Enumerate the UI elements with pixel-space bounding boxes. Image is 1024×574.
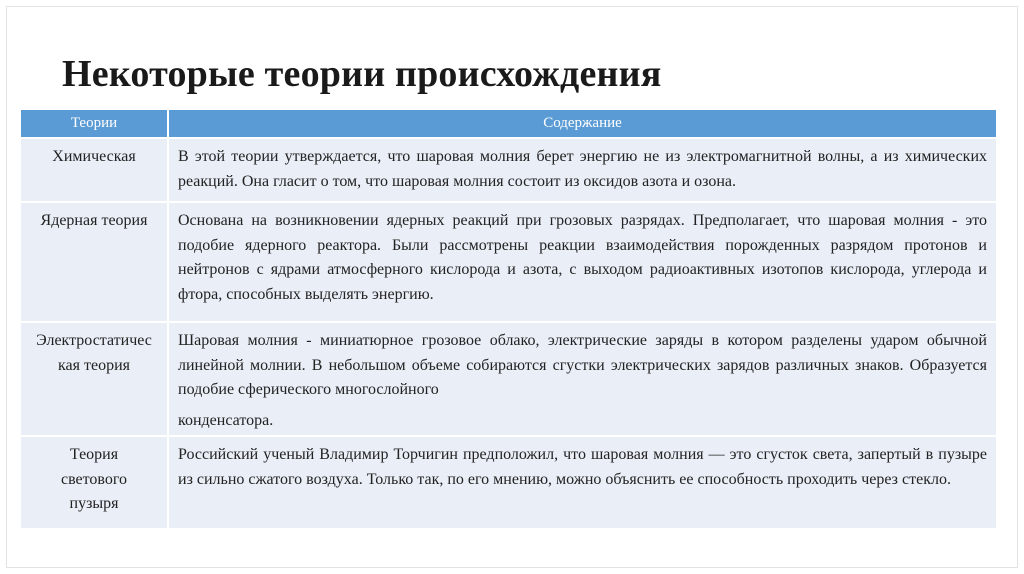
- theory-content: Российский ученый Владимир Торчигин предположил, что шаровая молния — это сгусток света, запертый в пузыре из сильно сжатого воздуха. Только так, по его мнению, можно объяснить ее способность проходить через стекло.: [168, 436, 996, 528]
- theory-content: [168, 322, 996, 436]
- theory-name-text: Электростатическая теория: [36, 332, 152, 374]
- theory-content-text: Шаровая молния - миниатюрное грозовое облако, электрические заряды в котором разделены ударом обычной линейной молнии. В небольшом объеме собираются сгустки электрических зарядов различных знаков. Образуется подобие сферического многослойного: [178, 332, 987, 398]
- theory-name: [21, 436, 168, 528]
- theories-table: [21, 110, 996, 528]
- theory-name: Ядерная теория: [21, 202, 168, 322]
- theory-content: Основана на возникновении ядерных реакций при грозовых разрядах. Предполагает, что шаровая молния - это подобие ядерного реактора. Были рассмотрены реакции взаимодействия порожденных разрядом протонов и нейтронов с ядрами атмосферного кислорода и азота, с выходом радиоактивных изотопов кислорода, углерода и фтора, способных выделять энергию.: [168, 202, 996, 322]
- theory-name: [21, 322, 168, 436]
- table-row: [21, 436, 996, 528]
- table-row: [21, 322, 996, 436]
- theory-name: Химическая: [21, 138, 168, 202]
- theory-content: В этой теории утверждается, что шаровая молния берет энергию не из электромагнитной волны, а из химических реакций. Она гласит о том, что шаровая молния состоит из оксидов азота и озона.: [168, 138, 996, 202]
- slide-title: Некоторые теории происхождения: [62, 53, 662, 95]
- table-header-row: [21, 110, 996, 138]
- theory-name-text: Теория светового пузыря: [60, 446, 128, 512]
- table-row: [21, 138, 996, 202]
- theory-content-text-2: конденсатора.: [178, 411, 274, 429]
- header-theories: Теории: [21, 110, 168, 138]
- table-row: [21, 202, 996, 322]
- header-content: Содержание: [168, 110, 996, 138]
